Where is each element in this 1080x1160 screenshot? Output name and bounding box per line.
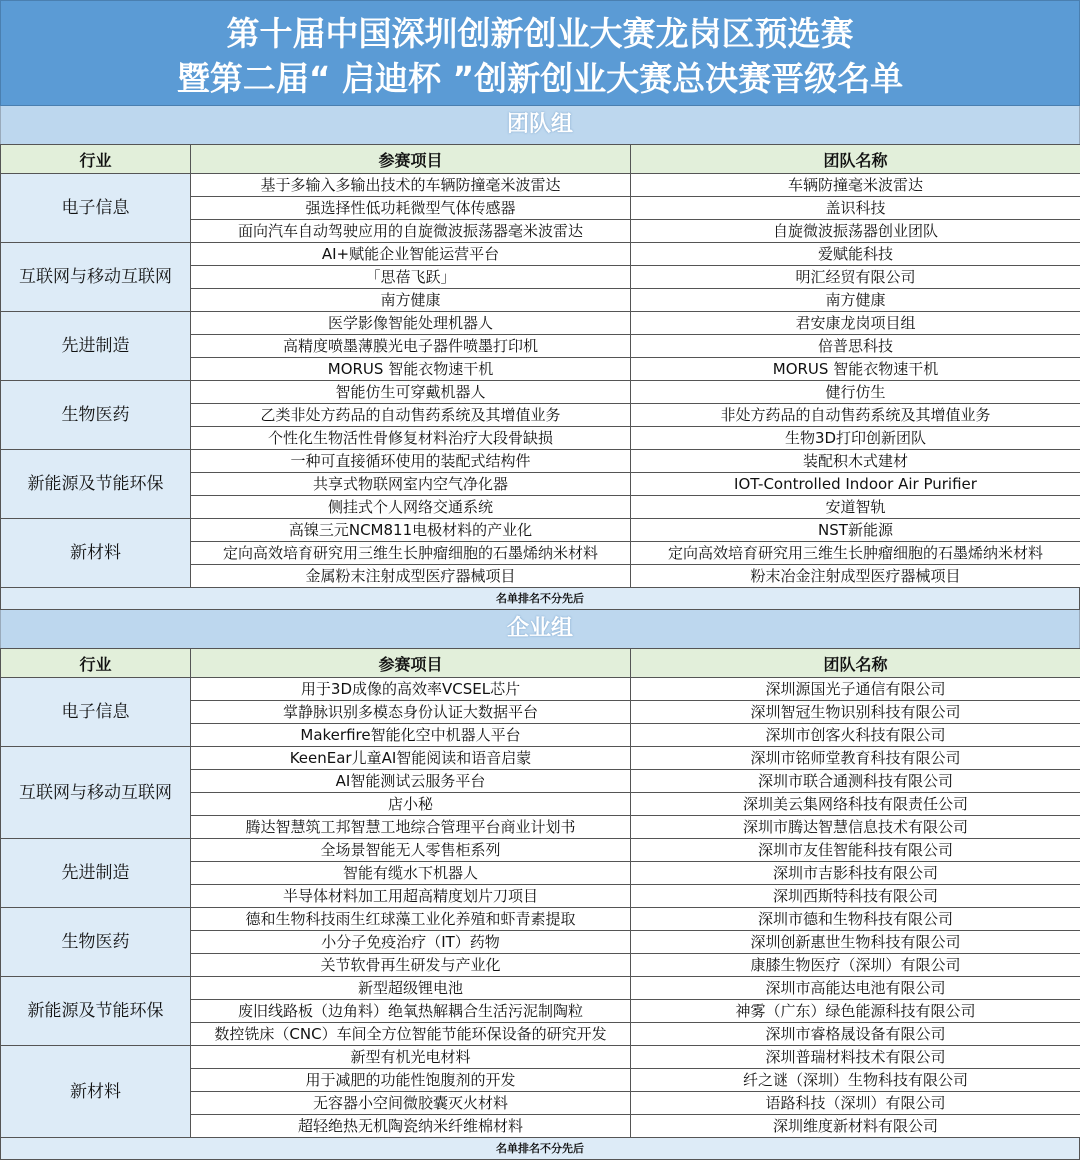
team-cell: 装配积木式建材 — [631, 450, 1080, 473]
project-cell: 数控铣床（CNC）车间全方位智能节能环保设备的研究开发 — [191, 1023, 631, 1046]
industry-cell: 新能源及节能环保 — [1, 977, 191, 1046]
project-cell: 定向高效培育研究用三维生长肿瘤细胞的石墨烯纳米材料 — [191, 542, 631, 565]
project-cell: KeenEar儿童AI智能阅读和语音启蒙 — [191, 747, 631, 770]
project-cell: 面向汽车自动驾驶应用的自旋微波振荡器毫米波雷达 — [191, 220, 631, 243]
table-row — [1, 678, 1080, 701]
column-header-industry: 行业 — [1, 145, 191, 174]
team-cell: 深圳市腾达智慧信息技术有限公司 — [631, 816, 1080, 839]
team-cell: NST新能源 — [631, 519, 1080, 542]
ranking-note: 名单排名不分先后 — [0, 588, 1080, 610]
page-title — [0, 0, 1080, 106]
team-cell: 深圳市友佳智能科技有限公司 — [631, 839, 1080, 862]
project-cell: 南方健康 — [191, 289, 631, 312]
team-cell: 粉末冶金注射成型医疗器械项目 — [631, 565, 1080, 588]
project-cell: 用于减肥的功能性饱腹剂的开发 — [191, 1069, 631, 1092]
group-header: 团队组 — [0, 106, 1080, 144]
project-cell: 无容器小空间微胶囊灭火材料 — [191, 1092, 631, 1115]
team-cell: 自旋微波振荡器创业团队 — [631, 220, 1080, 243]
team-cell: 神雾（广东）绿色能源科技有限公司 — [631, 1000, 1080, 1023]
table-row — [1, 747, 1080, 770]
industry-cell: 新材料 — [1, 1046, 191, 1138]
column-header-project: 参赛项目 — [191, 649, 631, 678]
team-cell: 深圳西斯特科技有限公司 — [631, 885, 1080, 908]
project-cell: Makerfire智能化空中机器人平台 — [191, 724, 631, 747]
team-cell: 深圳市高能达电池有限公司 — [631, 977, 1080, 1000]
project-cell: 小分子免疫治疗（IT）药物 — [191, 931, 631, 954]
team-cell: 语路科技（深圳）有限公司 — [631, 1092, 1080, 1115]
project-cell: 一种可直接循环使用的装配式结构件 — [191, 450, 631, 473]
team-cell: 深圳市联合通测科技有限公司 — [631, 770, 1080, 793]
results-table — [0, 144, 1080, 588]
team-cell: 深圳市吉影科技有限公司 — [631, 862, 1080, 885]
team-cell: 安道智轨 — [631, 496, 1080, 519]
team-cell: 深圳市德和生物科技有限公司 — [631, 908, 1080, 931]
team-cell: 明汇经贸有限公司 — [631, 266, 1080, 289]
project-cell: 店小秘 — [191, 793, 631, 816]
industry-cell: 电子信息 — [1, 174, 191, 243]
table-row — [1, 450, 1080, 473]
industry-cell: 互联网与移动互联网 — [1, 243, 191, 312]
table-row — [1, 519, 1080, 542]
project-cell: 废旧线路板（边角料）绝氧热解耦合生活污泥制陶粒 — [191, 1000, 631, 1023]
project-cell: 关节软骨再生研发与产业化 — [191, 954, 631, 977]
table-header-row — [1, 649, 1080, 678]
column-header-team: 团队名称 — [631, 145, 1080, 174]
team-cell: 倍普思科技 — [631, 335, 1080, 358]
team-cell: 盖识科技 — [631, 197, 1080, 220]
team-cell: 爱赋能科技 — [631, 243, 1080, 266]
industry-cell: 生物医药 — [1, 381, 191, 450]
team-cell: 深圳市创客火科技有限公司 — [631, 724, 1080, 747]
table-row — [1, 908, 1080, 931]
project-cell: 智能仿生可穿戴机器人 — [191, 381, 631, 404]
team-cell: 康膝生物医疗（深圳）有限公司 — [631, 954, 1080, 977]
team-cell: 非处方药品的自动售药系统及其增值业务 — [631, 404, 1080, 427]
team-cell: 深圳美云集网络科技有限责任公司 — [631, 793, 1080, 816]
table-row — [1, 381, 1080, 404]
project-cell: 共享式物联网室内空气净化器 — [191, 473, 631, 496]
table-row — [1, 1046, 1080, 1069]
table-row — [1, 977, 1080, 1000]
results-table — [0, 648, 1080, 1138]
team-cell: 南方健康 — [631, 289, 1080, 312]
project-cell: MORUS 智能衣物速干机 — [191, 358, 631, 381]
team-cell: 深圳维度新材料有限公司 — [631, 1115, 1080, 1138]
industry-cell: 先进制造 — [1, 839, 191, 908]
table-row — [1, 243, 1080, 266]
project-cell: 基于多输入多输出技术的车辆防撞毫米波雷达 — [191, 174, 631, 197]
project-cell: 新型超级锂电池 — [191, 977, 631, 1000]
team-cell: 深圳市铭师堂教育科技有限公司 — [631, 747, 1080, 770]
project-cell: 高镍三元NCM811电极材料的产业化 — [191, 519, 631, 542]
table-row — [1, 312, 1080, 335]
column-header-team: 团队名称 — [631, 649, 1080, 678]
project-cell: 智能有缆水下机器人 — [191, 862, 631, 885]
team-cell: 纤之谜（深圳）生物科技有限公司 — [631, 1069, 1080, 1092]
team-cell: 健行仿生 — [631, 381, 1080, 404]
project-cell: 超轻绝热无机陶瓷纳米纤维棉材料 — [191, 1115, 631, 1138]
project-cell: AI智能测试云服务平台 — [191, 770, 631, 793]
industry-cell: 新材料 — [1, 519, 191, 588]
groups-container — [0, 106, 1080, 1160]
project-cell: 金属粉末注射成型医疗器械项目 — [191, 565, 631, 588]
project-cell: 半导体材料加工用超高精度划片刀项目 — [191, 885, 631, 908]
team-cell: MORUS 智能衣物速干机 — [631, 358, 1080, 381]
project-cell: 腾达智慧筑工邦智慧工地综合管理平台商业计划书 — [191, 816, 631, 839]
project-cell: 新型有机光电材料 — [191, 1046, 631, 1069]
team-cell: 深圳创新惠世生物科技有限公司 — [631, 931, 1080, 954]
project-cell: 掌静脉识别多模态身份认证大数据平台 — [191, 701, 631, 724]
table-row — [1, 839, 1080, 862]
team-cell: IOT-Controlled Indoor Air Purifier — [631, 473, 1080, 496]
team-cell: 深圳源国光子通信有限公司 — [631, 678, 1080, 701]
column-header-industry: 行业 — [1, 649, 191, 678]
project-cell: 医学影像智能处理机器人 — [191, 312, 631, 335]
project-cell: 德和生物科技雨生红球藻工业化养殖和虾青素提取 — [191, 908, 631, 931]
project-cell: 「思蓓飞跃」 — [191, 266, 631, 289]
project-cell: 强选择性低功耗微型气体传感器 — [191, 197, 631, 220]
table-row — [1, 174, 1080, 197]
industry-cell: 电子信息 — [1, 678, 191, 747]
project-cell: 用于3D成像的高效率VCSEL芯片 — [191, 678, 631, 701]
project-cell: 侧挂式个人网络交通系统 — [191, 496, 631, 519]
team-cell: 深圳普瑞材料技术有限公司 — [631, 1046, 1080, 1069]
ranking-note: 名单排名不分先后 — [0, 1138, 1080, 1160]
team-cell: 深圳市睿格晟设备有限公司 — [631, 1023, 1080, 1046]
title-line-1: 第十届中国深圳创新创业大赛龙岗区预选赛 — [226, 14, 854, 53]
team-cell: 君安康龙岗项目组 — [631, 312, 1080, 335]
team-cell: 车辆防撞毫米波雷达 — [631, 174, 1080, 197]
industry-cell: 生物医药 — [1, 908, 191, 977]
group-header: 企业组 — [0, 610, 1080, 648]
team-cell: 定向高效培育研究用三维生长肿瘤细胞的石墨烯纳米材料 — [631, 542, 1080, 565]
title-line-2: 暨第二届“ 启迪杯 ”创新创业大赛总决赛晋级名单 — [176, 59, 904, 98]
industry-cell: 互联网与移动互联网 — [1, 747, 191, 839]
industry-cell: 新能源及节能环保 — [1, 450, 191, 519]
project-cell: AI+赋能企业智能运营平台 — [191, 243, 631, 266]
table-header-row — [1, 145, 1080, 174]
project-cell: 乙类非处方药品的自动售药系统及其增值业务 — [191, 404, 631, 427]
project-cell: 高精度喷墨薄膜光电子器件喷墨打印机 — [191, 335, 631, 358]
industry-cell: 先进制造 — [1, 312, 191, 381]
project-cell: 全场景智能无人零售柜系列 — [191, 839, 631, 862]
column-header-project: 参赛项目 — [191, 145, 631, 174]
team-cell: 生物3D打印创新团队 — [631, 427, 1080, 450]
team-cell: 深圳智冠生物识别科技有限公司 — [631, 701, 1080, 724]
project-cell: 个性化生物活性骨修复材料治疗大段骨缺损 — [191, 427, 631, 450]
